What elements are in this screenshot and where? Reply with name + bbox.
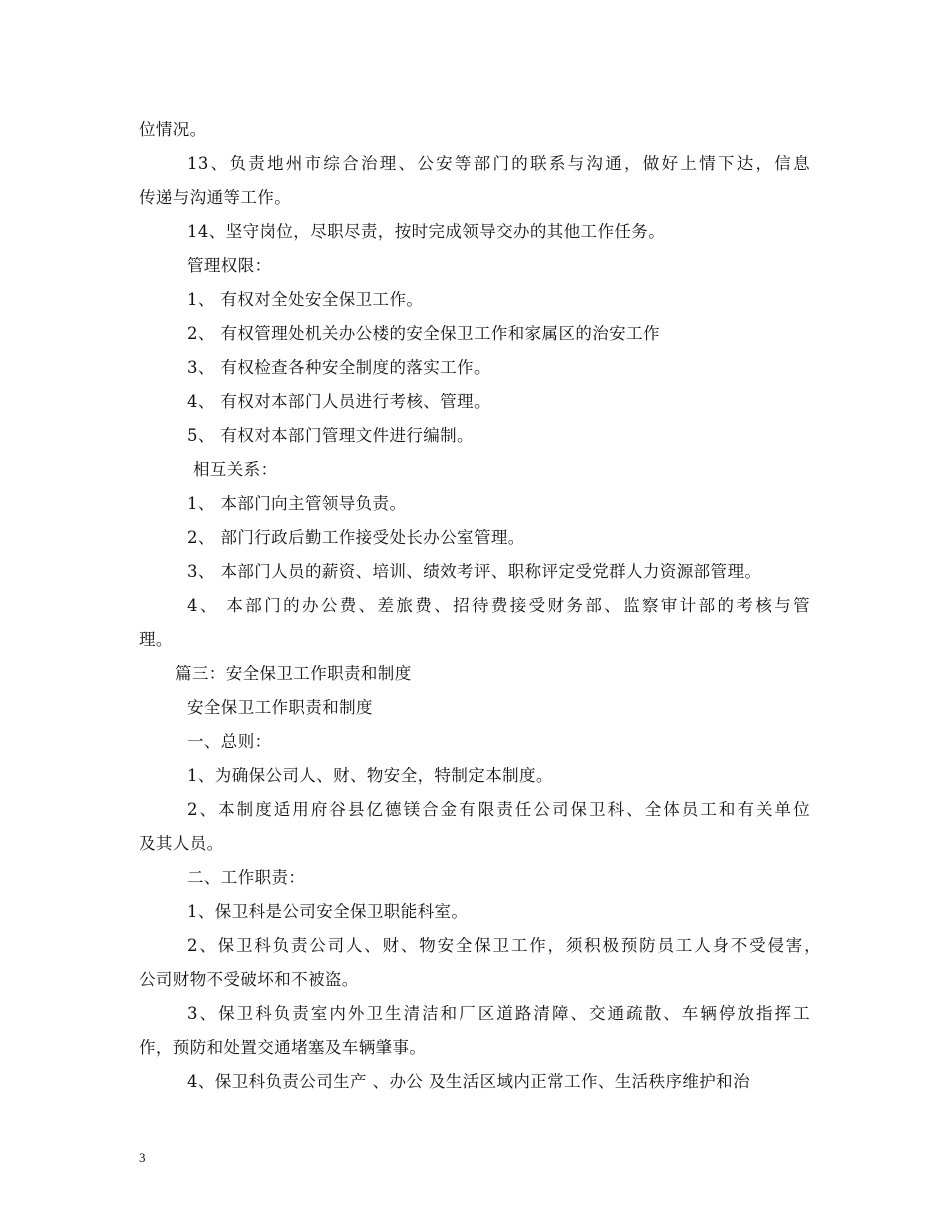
text-line-6: 1、 有权对全处安全保卫工作。	[187, 290, 424, 309]
text-line-24: 1、保卫科是公司安全保卫职能科室。	[187, 902, 469, 921]
section-title: 篇三：安全保卫工作职责和制度	[175, 664, 412, 683]
text-line-16: 理。	[139, 630, 173, 649]
text-line-4: 14、坚守岗位，尽职尽责，按时完成领导交办的其他工作任务。	[187, 222, 666, 241]
text-line-25: 2、保卫科负责公司人、财、物安全保卫工作，须积极预防员工人身不受侵害，	[187, 936, 821, 955]
text-line-13: 2、 部门行政后勤工作接受处长办公室管理。	[187, 528, 525, 547]
text-line-11: 相互关系：	[193, 460, 278, 479]
text-line-12: 1、 本部门向主管领导负责。	[187, 494, 407, 513]
text-line-3: 传递与沟通等工作。	[139, 188, 292, 207]
text-line-10: 5、 有权对本部门管理文件进行编制。	[187, 426, 474, 445]
document-title: 安全保卫工作职责和制度	[187, 698, 373, 717]
text-line-29: 4、保卫科负责公司生产 、办公 及生活区域内正常工作、生活秩序维护和治	[187, 1072, 750, 1091]
text-line-2: 13、负责地州市综合治理、公安等部门的联系与沟通，做好上情下达，信息	[187, 154, 810, 173]
text-line-28: 作，预防和处置交通堵塞及车辆肇事。	[139, 1038, 427, 1057]
text-line-5: 管理权限：	[187, 256, 272, 275]
text-line-20: 1、为确保公司人、财、物安全，特制定本制度。	[187, 766, 553, 785]
page-number: 3	[139, 1150, 146, 1165]
text-line-21: 2、本制度适用府谷县亿德镁合金有限责任公司保卫科、全体员工和有关单位	[187, 800, 810, 819]
text-line-9: 4、 有权对本部门人员进行考核、管理。	[187, 392, 491, 411]
text-line-1: 位情况。	[139, 120, 207, 139]
text-line-7: 2、 有权管理处机关办公楼的安全保卫工作和家属区的治安工作	[187, 324, 660, 343]
text-line-22: 及其人员。	[139, 834, 224, 853]
text-line-19: 一、总则：	[187, 732, 272, 751]
text-line-27: 3、保卫科负责室内外卫生清洁和厂区道路清障、交通疏散、车辆停放指挥工	[187, 1004, 810, 1023]
text-line-8: 3、 有权检查各种安全制度的落实工作。	[187, 358, 491, 377]
text-line-15: 4、 本部门的办公费、差旅费、招待费接受财务部、监察审计部的考核与管	[187, 596, 810, 615]
text-line-23: 二、工作职责：	[187, 868, 306, 887]
text-line-14: 3、 本部门人员的薪资、培训、绩效考评、职称评定受党群人力资源部管理。	[187, 562, 762, 581]
text-line-26: 公司财物不受破坏和不被盗。	[139, 970, 359, 989]
